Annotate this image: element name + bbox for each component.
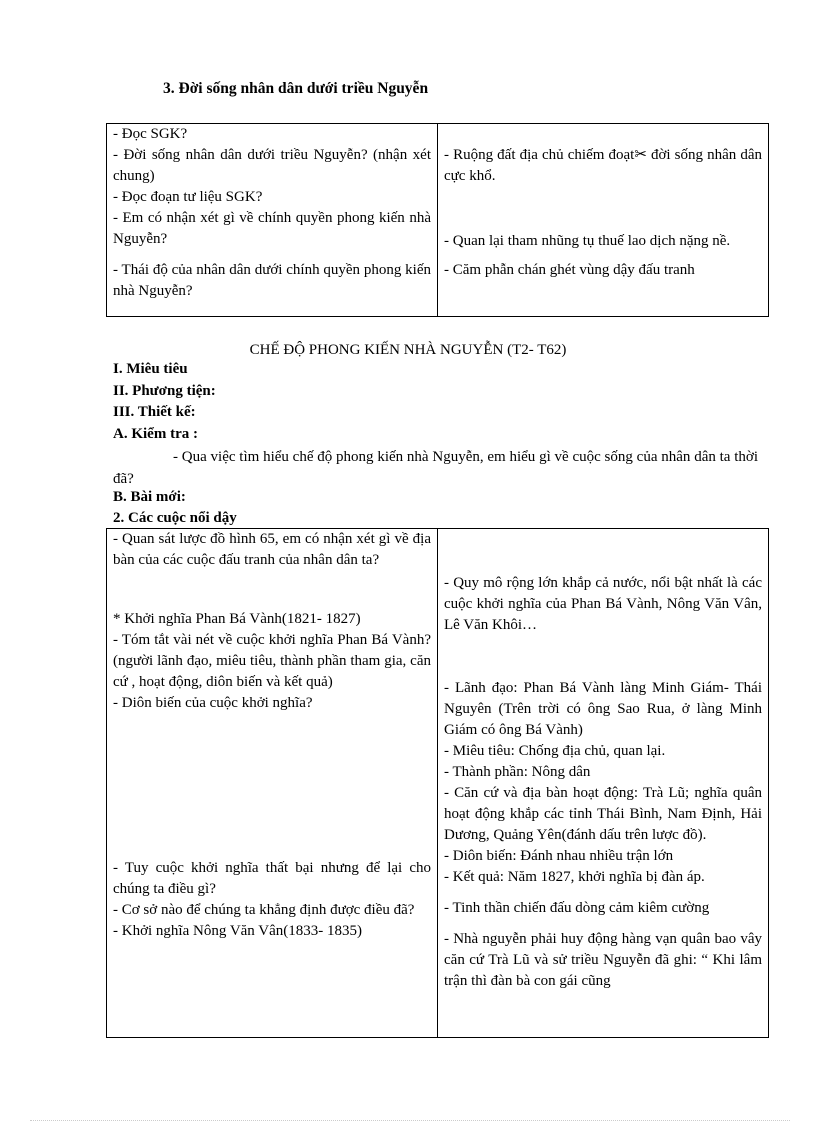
check-question: - Qua việc tìm hiểu chế độ phong kiến nhà Nguyễn, em hiểu gì về cuộc sống của nhân dân ta thời đã? [113, 449, 758, 487]
answer-text: - Nhà nguyễn phải huy động hàng vạn quân bao vây căn cứ Trà Lũ và sử triều Nguyễn đã ghi: “ Khi lâm trận thì đàn bà con gái cũng [444, 931, 762, 989]
question-text: - Em có nhận xét gì về chính quyền phong kiến nhà Nguyễn? [113, 210, 431, 247]
lesson-title: CHẾ ĐỘ PHONG KIẾN NHÀ NGUYỄN (T2- T62) [249, 342, 567, 358]
answer-text: - Kết quả: Năm 1827, khởi nghĩa bị đàn áp. [444, 869, 705, 885]
outline-uprisings: 2. Các cuộc nổi dậy [113, 510, 237, 526]
question-text: - Đọc đoạn tư liệu SGK? [113, 189, 263, 205]
lesson-table-2 [106, 528, 769, 1038]
answer-text: - Căm phẫn chán ghét vùng dậy đấu tranh [444, 262, 695, 278]
answer-text: - Miêu tiêu: Chống địa chủ, quan lại. [444, 743, 666, 759]
question-text: - Thái độ của nhân dân dưới chính quyền phong kiến nhà Nguyễn? [113, 262, 431, 299]
answer-text: - Căn cứ và địa bàn hoạt động: Trà Lũ; nghĩa quân hoạt động khắp các tỉnh Thái Bình, Nam Định, Hải Dương, Quảng Yên(đánh dấu trên lược đồ). [444, 785, 762, 843]
answer-text: - Diôn biến: Đánh nhau nhiều trận lớn [444, 848, 674, 864]
outline-objectives: I. Miêu tiêu [113, 361, 188, 377]
table-row [107, 124, 769, 317]
question-text: * Khởi nghĩa Phan Bá Vành(1821- 1827) [113, 611, 361, 627]
answer-text: - Thành phần: Nông dân [444, 764, 591, 780]
question-cell [107, 529, 438, 1038]
outline-design: III. Thiết kế: [113, 404, 196, 420]
question-text: - Tóm tắt vài nét về cuộc khởi nghĩa Phan Bá Vành?(người lãnh đạo, miêu tiêu, thành phần tham gia, căn cứ , hoạt động, diôn biến và kết quả) [113, 632, 431, 690]
lesson-table-1 [106, 123, 769, 317]
answer-text: - Lãnh đạo: Phan Bá Vành làng Minh Giám- Thái Nguyên (Trên trời có ông Sao Rua, ở làng Minh Giám có ông Bá Vành) [444, 680, 762, 738]
section-title: 3. Đời sống nhân dân dưới triều Nguyễn [163, 80, 429, 97]
outline-check: A. Kiểm tra : [113, 426, 198, 442]
question-text: - Cơ sở nào để chúng ta khẳng định được điều đã? [113, 902, 415, 918]
outline-materials: II. Phương tiện: [113, 383, 216, 399]
answer-text: - Ruộng đất địa chủ chiếm đoạt✂ đời sống nhân dân cực khổ. [444, 147, 762, 184]
answer-text: - Quy mô rộng lớn khắp cả nước, nổi bật nhất là các cuộc khởi nghĩa của Phan Bá Vành, Nông Văn Vân, Lê Văn Khôi… [444, 575, 762, 633]
outline-new-lesson: B. Bài mới: [113, 489, 186, 505]
question-text: - Diôn biến của cuộc khởi nghĩa? [113, 695, 313, 711]
answer-cell [438, 124, 769, 317]
question-text: - Đời sống nhân dân dưới triều Nguyễn? (nhận xét chung) [113, 147, 431, 184]
table-row [107, 529, 769, 1038]
answer-text: - Tinh thần chiến đấu dòng cảm kiêm cường [444, 900, 710, 916]
answer-cell [438, 529, 769, 1038]
page-bottom-divider [30, 1120, 790, 1121]
question-text: - Đọc SGK? [113, 126, 188, 142]
question-text: - Quan sát lược đồ hình 65, em có nhận xét gì về địa bàn của các cuộc đấu tranh của nhân dân ta? [113, 531, 431, 568]
question-text: - Tuy cuộc khởi nghĩa thất bại nhưng để lại cho chúng ta điều gì? [113, 860, 431, 897]
question-text: - Khởi nghĩa Nông Văn Vân(1833- 1835) [113, 923, 363, 939]
answer-text: - Quan lại tham nhũng tụ thuế lao dịch nặng nề. [444, 233, 731, 249]
question-cell [107, 124, 438, 317]
